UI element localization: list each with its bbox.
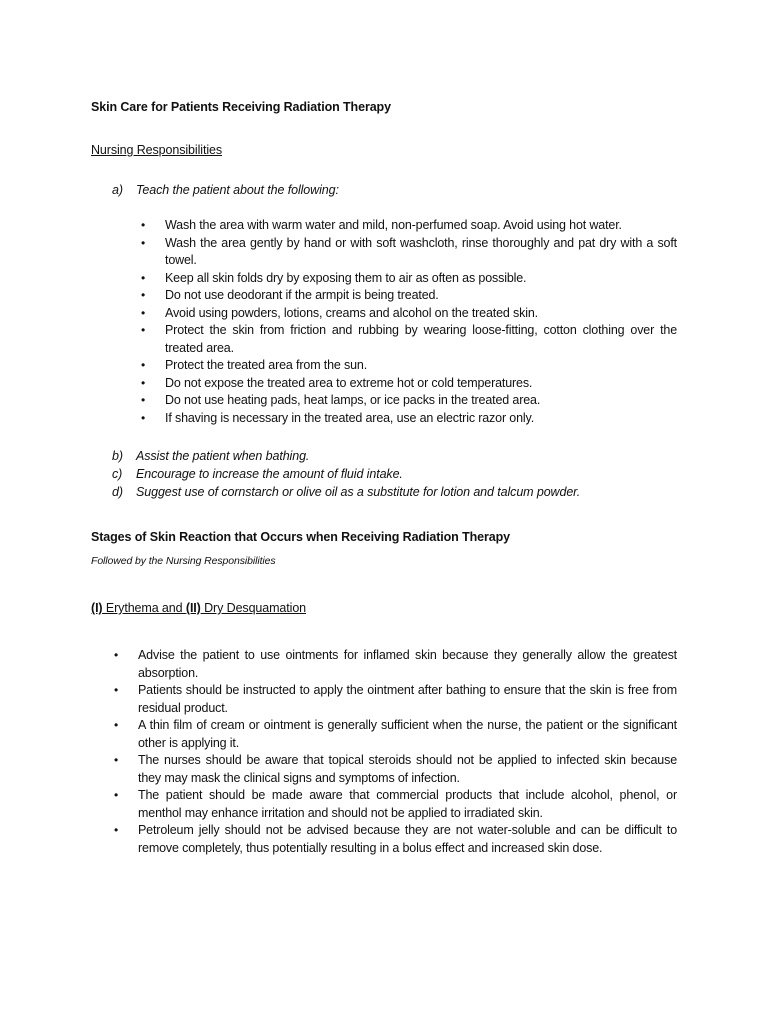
bullet-icon: • (114, 683, 119, 697)
list-item (141, 375, 677, 393)
bullet-icon: • (141, 375, 146, 390)
teach-intro-item (112, 181, 339, 199)
erythema-heading (91, 601, 306, 615)
document-title: Skin Care for Patients Receiving Radiation Therapy (91, 100, 391, 114)
bullet-icon: • (141, 323, 146, 337)
list-marker: b) (112, 449, 123, 463)
list-marker: d) (112, 485, 123, 499)
list-item (114, 647, 677, 682)
list-item (114, 682, 677, 717)
list-item (114, 787, 677, 822)
list-item-text: Assist the patient when bathing. (136, 449, 310, 463)
list-item-text: Patients should be instructed to apply the ointment after bathing to ensure that the skin is free from residual product. (138, 683, 677, 715)
nursing-responsibilities-heading: Nursing Responsibilities (91, 143, 222, 157)
erythema-bullet-list (114, 647, 677, 857)
list-item-text: Suggest use of cornstarch or olive oil as a substitute for lotion and talcum powder. (136, 485, 581, 499)
list-item-text: Keep all skin folds dry by exposing them to air as often as possible. (165, 270, 527, 285)
teach-intro-text: Teach the patient about the following: (136, 183, 339, 197)
list-item (141, 305, 677, 323)
list-item-text: Do not use deodorant if the armpit is being treated. (165, 288, 439, 302)
bullet-icon: • (141, 218, 146, 232)
list-item (112, 447, 580, 465)
list-item-text: The nurses should be aware that topical steroids should not be applied to infected skin because they may mask the clinical signs and symptoms of infection. (138, 753, 677, 785)
bullet-icon: • (114, 823, 119, 837)
bullet-icon: • (141, 288, 146, 302)
stages-heading: Stages of Skin Reaction that Occurs when Receiving Radiation Therapy (91, 530, 510, 544)
bullet-icon: • (114, 718, 119, 732)
list-item-text: Protect the skin from friction and rubbing by wearing loose-fitting, cotton clothing over the treated area. (165, 323, 677, 355)
bullet-icon: • (114, 788, 119, 802)
list-item-text: A thin film of cream or ointment is generally sufficient when the nurse, the patient or the significant other is applying it. (138, 718, 677, 750)
list-item (141, 235, 677, 270)
list-item-text: Protect the treated area from the sun. (165, 358, 368, 372)
list-item (112, 483, 580, 501)
list-item (141, 357, 677, 375)
list-item (141, 270, 677, 288)
other-responsibilities-list (112, 447, 580, 501)
list-item (114, 717, 677, 752)
list-item (114, 822, 677, 857)
bullet-icon: • (141, 235, 146, 250)
stage-two-label: (II) (185, 601, 201, 615)
teach-bullet-list (141, 217, 677, 427)
list-item (112, 465, 580, 483)
list-marker: c) (112, 467, 123, 481)
bullet-icon: • (141, 305, 146, 320)
list-item (141, 392, 677, 410)
list-item-text: The patient should be made aware that commercial products that include alcohol, phenol, or menthol may enhance irritation and should not be applied to irradiated skin. (138, 788, 677, 820)
list-item-text: If shaving is necessary in the treated area, use an electric razor only. (165, 410, 535, 425)
list-item-text: Encourage to increase the amount of fluid intake. (136, 467, 403, 481)
erythema-label: Erythema and (102, 601, 186, 615)
list-item-text: Do not expose the treated area to extreme hot or cold temperatures. (165, 375, 533, 390)
stages-subheading: Followed by the Nursing Responsibilities (91, 555, 276, 567)
stage-one-label: (I) (91, 601, 103, 615)
list-item-text: Wash the area gently by hand or with soft washcloth, rinse thoroughly and pat dry with a soft towel. (165, 235, 677, 267)
bullet-icon: • (114, 648, 119, 662)
list-item-text: Avoid using powders, lotions, creams and alcohol on the treated skin. (165, 305, 538, 320)
list-item (141, 217, 677, 235)
list-item-text: Wash the area with warm water and mild, non-perfumed soap. Avoid using hot water. (165, 218, 622, 232)
list-item-text: Do not use heating pads, heat lamps, or ice packs in the treated area. (165, 393, 541, 407)
bullet-icon: • (141, 358, 146, 372)
bullet-icon: • (114, 753, 119, 767)
teach-intro-list (112, 181, 339, 199)
bullet-icon: • (141, 410, 146, 425)
list-item (141, 410, 677, 428)
list-item-text: Petroleum jelly should not be advised because they are not water-soluble and can be difficult to remove completely, thus potentially resulting in a bolus effect and increased skin dose. (138, 823, 677, 855)
list-item (141, 287, 677, 305)
bullet-icon: • (141, 270, 146, 285)
list-item (141, 322, 677, 357)
desquamation-label: Dry Desquamation (200, 601, 307, 615)
list-item-text: Advise the patient to use ointments for inflamed skin because they generally allow the greatest absorption. (138, 648, 677, 680)
bullet-icon: • (141, 393, 146, 407)
list-marker: a) (112, 183, 123, 197)
list-item (114, 752, 677, 787)
